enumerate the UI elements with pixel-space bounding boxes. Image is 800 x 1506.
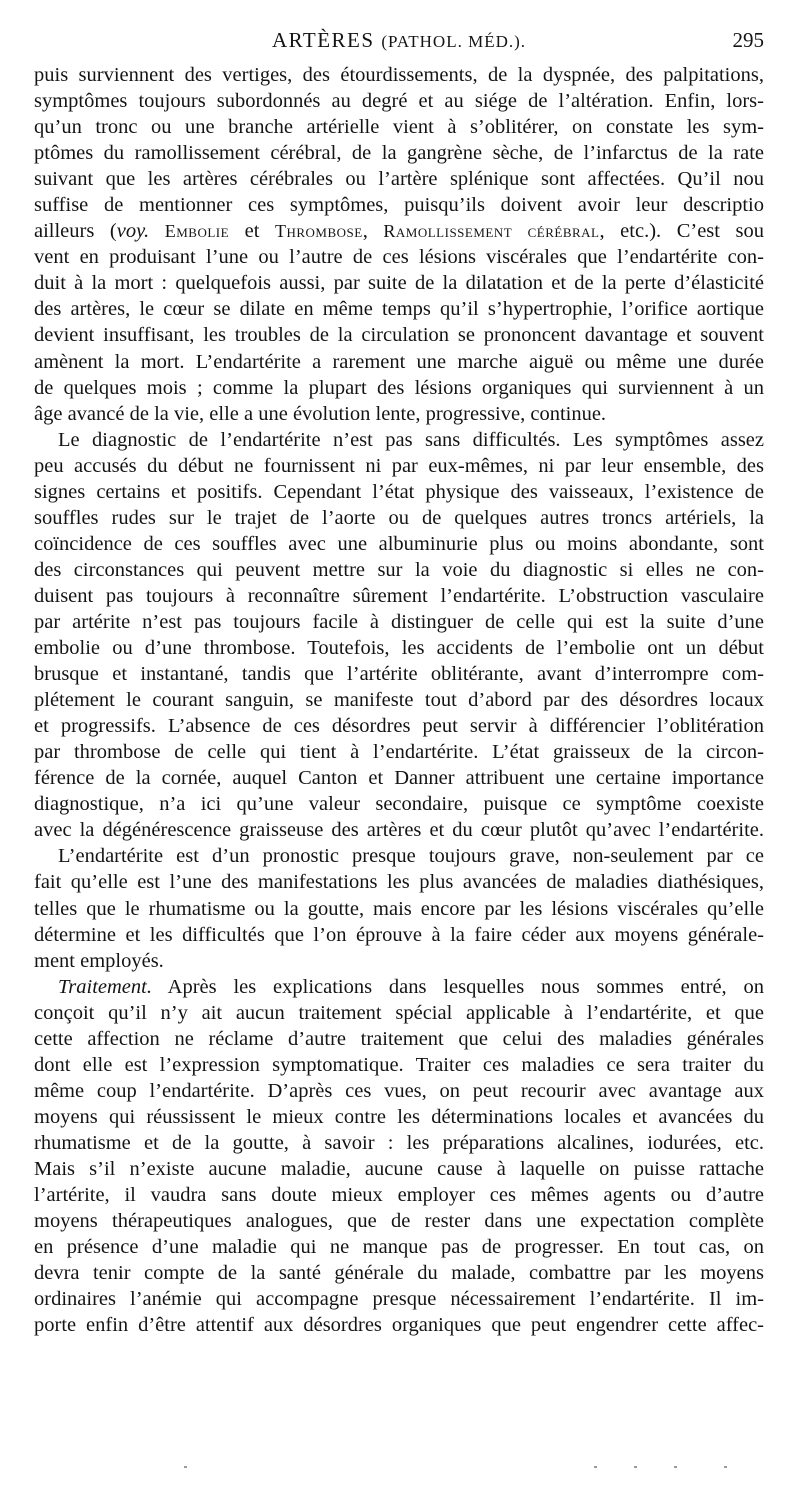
text-run: Après les explications dans lesquelles nous sommes entré, on xyxy=(151,975,764,998)
text-line xyxy=(34,974,764,1000)
text-line xyxy=(34,1208,764,1234)
text-run: des artères, le cœur se dilate en même temps qu’il s’hypertrophie, l’orifice aortique xyxy=(34,298,764,321)
text-run: ailleurs ( xyxy=(34,220,117,243)
text-run: de quelques mois ; comme la plupart des lésions organiques qui surviennent à un xyxy=(34,376,764,399)
text-line xyxy=(34,1000,764,1026)
text-line xyxy=(34,1260,764,1286)
text-run: par artérite n’est pas toujours facile à distinguer de celle qui est la suite d’une xyxy=(34,610,764,633)
text-run: embolie ou d’une thrombose. Toutefois, les accidents de l’embolie ont un début xyxy=(34,637,764,660)
text-line xyxy=(34,791,764,817)
text-run: ment employés. xyxy=(34,949,164,972)
text-line xyxy=(34,296,764,322)
text-line xyxy=(34,479,764,505)
text-line xyxy=(34,739,764,765)
text-run: signes certains et positifs. Cependant l’état physique des vaisseaux, l’existence de xyxy=(34,480,764,503)
text-line xyxy=(34,1130,764,1156)
text-line xyxy=(34,1052,764,1078)
text-run: porte enfin d’être attentif aux désordres organiques que peut engendrer cette affec- xyxy=(34,1314,764,1337)
text-run: moyens qui réussissent le mieux contre les déterminations locales et avancées du xyxy=(34,1105,764,1128)
text-line xyxy=(34,1104,764,1130)
text-run: détermine et les difficultés que l’on éprouve à la faire céder aux moyens générale- xyxy=(34,923,764,946)
text-run: dont elle est l’expression symptomatique. Traiter ces maladies ce sera traiter du xyxy=(34,1053,764,1076)
text-run: devient insuffisant, les troubles de la circulation se prononcent davantage et souvent xyxy=(34,324,764,347)
text-line xyxy=(34,896,764,922)
text-line xyxy=(34,1026,764,1052)
text-line xyxy=(34,765,764,791)
running-title-subtitle: (PATHOL. MÉD.). xyxy=(381,32,527,51)
text-line xyxy=(34,1182,764,1208)
text-line xyxy=(34,1286,764,1312)
text-line xyxy=(34,62,764,88)
text-line xyxy=(34,218,764,244)
italic-text: voy. xyxy=(116,220,150,243)
text-line xyxy=(34,166,764,192)
text-run: diagnostique, n’a ici qu’une valeur secondaire, puisque ce symptôme coexiste xyxy=(34,793,764,816)
text-run: Mais s’il n’existe aucune maladie, aucune cause à laquelle on puisse rattache xyxy=(34,1157,764,1180)
text-line xyxy=(34,349,764,375)
text-run: puis surviennent des vertiges, des étourdissements, de la dyspnée, des palpitations, xyxy=(34,64,764,86)
small-caps-reference: Ramollissement cérébral xyxy=(383,221,600,242)
text-run: ptômes du ramollissement cérébral, de la gangrène sèche, de l’infarctus de la rate xyxy=(34,142,764,165)
text-run: âge avancé de la vie, elle a une évolution lente, progressive, continue. xyxy=(34,402,607,425)
text-line xyxy=(34,140,764,166)
text-run: en présence d’une maladie qui ne manque pas de progresser. En tout cas, on xyxy=(34,1236,764,1259)
small-caps-reference: Embolie xyxy=(164,221,230,242)
text-run: peu accusés du début ne fournissent ni par eux-mêmes, ni par leur ensemble, des xyxy=(34,454,764,477)
text-run: ordinaires l’anémie qui accompagne presque nécessairement l’endartérite. Il im- xyxy=(34,1288,764,1311)
text-run: duisent pas toujours à reconnaître sûrement l’endartérite. L’obstruction vasculaire xyxy=(34,584,764,607)
text-run: avec la dégénérescence graisseuse des artères et du cœur plutôt qu’avec l’endartérite. xyxy=(34,819,764,842)
text-run: coïncidence de ces souffles avec une albuminurie plus ou moins abondante, sont xyxy=(34,532,764,555)
text-run: amènent la mort. L’endartérite a rarement une marche aiguë ou même une durée xyxy=(34,350,764,373)
text-run: conçoit qu’il n’y ait aucun traitement spécial applicable à l’endartérite, et que xyxy=(34,1001,764,1024)
text-run: et xyxy=(229,220,275,243)
text-line xyxy=(34,531,764,557)
text-line xyxy=(34,557,764,583)
text-run: rhumatisme et de la goutte, à savoir : les préparations alcalines, iodurées, etc. xyxy=(34,1131,764,1154)
text-line xyxy=(34,922,764,948)
text-line xyxy=(34,244,764,270)
running-title-main: ARTÈRES xyxy=(271,28,375,52)
text-run xyxy=(149,220,165,242)
text-line xyxy=(34,869,764,895)
text-run: souffles rudes sur le trajet de l’aorte ou de quelques autres troncs artériels, la xyxy=(34,506,764,529)
text-run: symptômes toujours subordonnés au degré et au siége de l’altération. Enfin, lors- xyxy=(34,90,764,113)
text-line xyxy=(34,583,764,609)
page-number: 295 xyxy=(732,28,764,52)
text-line xyxy=(34,192,764,218)
text-run: l’artérite, il vaudra sans doute mieux employer ces mêmes agents ou d’autre xyxy=(34,1184,764,1207)
text-run: plétement le courant sanguin, se manifeste tout d’abord par des désordres locaux xyxy=(34,689,764,712)
text-run: devra tenir compte de la santé générale du malade, combattre par les moyens xyxy=(34,1262,764,1285)
running-header xyxy=(34,28,764,58)
text-run: L’endartérite est d’un pronostic presque toujours grave, non-seulement par ce xyxy=(58,845,764,868)
text-run: telles que le rhumatisme ou la goutte, mais encore par les lésions viscérales qu’elle xyxy=(34,897,764,920)
text-line xyxy=(34,505,764,531)
running-title xyxy=(34,28,764,53)
text-line xyxy=(34,713,764,739)
text-line xyxy=(34,843,764,869)
text-line xyxy=(34,401,764,427)
bottom-margin-specks xyxy=(34,1462,764,1474)
text-run: et progressifs. L’absence de ces désordres peut servir à différencier l’oblitération xyxy=(34,715,764,738)
text-run: moyens thérapeutiques analogues, que de rester dans une expectation complète xyxy=(34,1210,764,1233)
body-text xyxy=(34,62,764,1338)
text-run: même coup l’endartérite. D’après ces vues, on peut recourir avec avantage aux xyxy=(34,1079,764,1102)
text-line xyxy=(34,948,764,974)
text-run: qu’un tronc ou une branche artérielle vient à s’oblitérer, on constate les sym- xyxy=(34,116,764,139)
text-line xyxy=(34,661,764,687)
text-line xyxy=(34,375,764,401)
text-run: duit à la mort : quelquefois aussi, par suite de la dilatation et de la perte d’élasticité xyxy=(34,272,764,295)
text-line xyxy=(34,817,764,843)
text-line xyxy=(34,270,764,296)
italic-text: Traitement. xyxy=(58,975,152,998)
text-line xyxy=(34,453,764,479)
text-run: fait qu’elle est l’une des manifestations les plus avancées de maladies diathésiques, xyxy=(34,871,764,894)
text-run: suffise de mentionner ces symptômes, puisqu’ils doivent avoir leur descriptio xyxy=(34,194,764,217)
text-run: vent en produisant l’une ou l’autre de ces lésions viscérales que l’endartérite con- xyxy=(34,246,764,269)
text-line xyxy=(34,1156,764,1182)
text-run: par thrombose de celle qui tient à l’endartérite. L’état graisseux de la circon- xyxy=(34,741,764,764)
text-line xyxy=(34,635,764,661)
text-line xyxy=(34,427,764,453)
text-line xyxy=(34,114,764,140)
text-line xyxy=(34,609,764,635)
text-run: , xyxy=(362,220,384,243)
text-line xyxy=(34,1312,764,1338)
text-run: brusque et instantané, tandis que l’artérite oblitérante, avant d’interrompre com- xyxy=(34,663,764,686)
text-line xyxy=(34,88,764,114)
text-run: suivant que les artères cérébrales ou l’artère splénique sont affectées. Qu’il nou xyxy=(34,168,764,191)
text-line xyxy=(34,1078,764,1104)
text-line xyxy=(34,1234,764,1260)
small-caps-reference: Thrombose xyxy=(274,221,363,242)
text-run: cette affection ne réclame d’autre traitement que celui des maladies générales xyxy=(34,1027,764,1050)
text-line xyxy=(34,322,764,348)
text-line xyxy=(34,687,764,713)
text-run: férence de la cornée, auquel Canton et Danner attribuent une certaine importance xyxy=(34,767,764,790)
text-run: , etc.). C’est sou xyxy=(599,220,764,243)
text-run: des circonstances qui peuvent mettre sur la voie du diagnostic si elles ne con- xyxy=(34,558,764,581)
text-run: Le diagnostic de l’endartérite n’est pas sans difficultés. Les symptômes assez xyxy=(58,428,764,451)
